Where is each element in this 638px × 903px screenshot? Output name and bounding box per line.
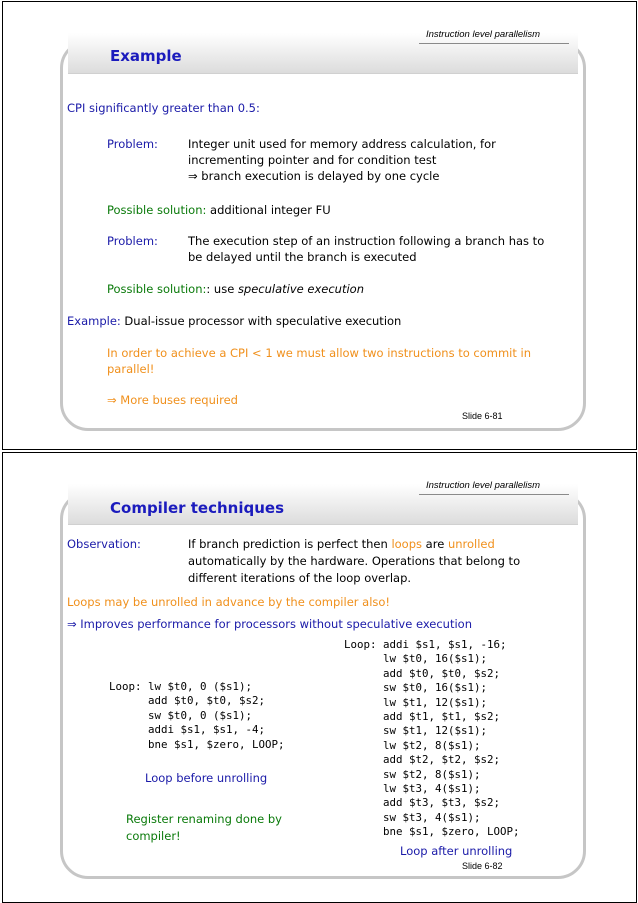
register-renaming-line-2: compiler! [126, 829, 181, 843]
observation-label: Observation: [67, 537, 141, 551]
example-text: Dual-issue processor with speculative execution [120, 314, 402, 328]
problem-2-label: Problem: [107, 234, 158, 248]
code-line: addi $s1, $s1, -4; [109, 723, 266, 737]
code-line: add $t1, $t1, $s2; [344, 710, 501, 724]
observation-line-1 [188, 536, 495, 552]
register-renaming-line-1: Register renaming done by [126, 812, 282, 826]
section-header: Instruction level parallelism [426, 480, 541, 491]
code-line: add $t0, $t0, $s2; [109, 694, 266, 708]
problem-2-line-1: The execution step of an instruction following a branch has to [188, 234, 545, 248]
code-line: sw $t0, 16($s1); [344, 681, 488, 695]
slide-2-number: Slide 6-82 [462, 861, 503, 871]
header-rule [419, 43, 569, 44]
slide-1-number: Slide 6-81 [462, 411, 503, 421]
caption-after-unrolling: Loop after unrolling [400, 844, 513, 858]
problem-1-label: Problem: [107, 137, 158, 151]
solution-1 [107, 202, 331, 218]
code-before-unrolling [109, 680, 285, 752]
code-line: add $t0, $t0, $s2; [344, 666, 501, 680]
code-line: bne $s1, $zero, LOOP; [344, 825, 520, 839]
code-line: add $t2, $t2, $s2; [344, 753, 501, 767]
code-line: sw $t1, 12($s1); [344, 724, 488, 738]
observation-text-b: are [422, 537, 448, 551]
example-line [67, 313, 401, 329]
observation-line-3: different iterations of the loop overlap. [188, 571, 412, 585]
code-line: sw $t3, 4($s1); [344, 810, 481, 824]
solution-1-text: additional integer FU [206, 203, 331, 217]
problem-1-line-1: Integer unit used for memory address calculation, for [188, 137, 496, 151]
loops-unrolled-line: Loops may be unrolled in advance by the compiler also! [67, 595, 391, 609]
problem-1-line-3: ⇒ branch execution is delayed by one cycle [188, 169, 440, 183]
orange-line-2: parallel! [107, 362, 155, 376]
code-line: lw $t0, 16($s1); [344, 652, 488, 666]
caption-before-unrolling: Loop before unrolling [145, 771, 268, 785]
solution-2-label: Possible solution: [107, 282, 207, 296]
orange-line-3: ⇒ More buses required [107, 393, 238, 407]
code-line: lw $t2, 8($s1); [344, 738, 481, 752]
improves-line: ⇒ Improves performance for processors without speculative execution [67, 617, 472, 631]
orange-line-1: In order to achieve a CPI < 1 we must allow two instructions to commit in [107, 346, 532, 360]
problem-1-line-2: incrementing pointer and for condition test [188, 153, 437, 167]
solution-1-label: Possible solution: [107, 203, 207, 217]
slide-1-title: Example [110, 47, 182, 65]
problem-2-line-2: be delayed until the branch is executed [188, 250, 417, 264]
cpi-line: CPI significantly greater than 0.5: [67, 101, 260, 115]
code-line: add $t3, $t3, $s2; [344, 796, 501, 810]
observation-line-2: automatically by the hardware. Operations that belong to [188, 554, 521, 568]
example-label: Example: [67, 314, 121, 328]
code-line: lw $t3, 4($s1); [344, 782, 481, 796]
speculative-execution-term: speculative execution [237, 282, 364, 296]
observation-text-a: If branch prediction is perfect then [188, 537, 392, 551]
code-after-unrolling [344, 638, 520, 840]
solution-2-text: : use [206, 282, 238, 296]
code-line: bne $s1, $zero, LOOP; [109, 737, 285, 751]
code-line: sw $t0, 0 ($s1); [109, 708, 253, 722]
unrolled-term: unrolled [447, 537, 495, 551]
code-line: sw $t2, 8($s1); [344, 767, 481, 781]
solution-2 [107, 281, 364, 297]
header-rule [419, 494, 569, 495]
code-line: Loop: addi $s1, $s1, -16; [344, 638, 507, 651]
loops-term: loops [391, 537, 423, 551]
code-line: Loop: lw $t0, 0 ($s1); [109, 680, 253, 693]
code-line: lw $t1, 12($s1); [344, 695, 488, 709]
slide-2-title: Compiler techniques [110, 499, 285, 517]
section-header: Instruction level parallelism [426, 29, 541, 40]
